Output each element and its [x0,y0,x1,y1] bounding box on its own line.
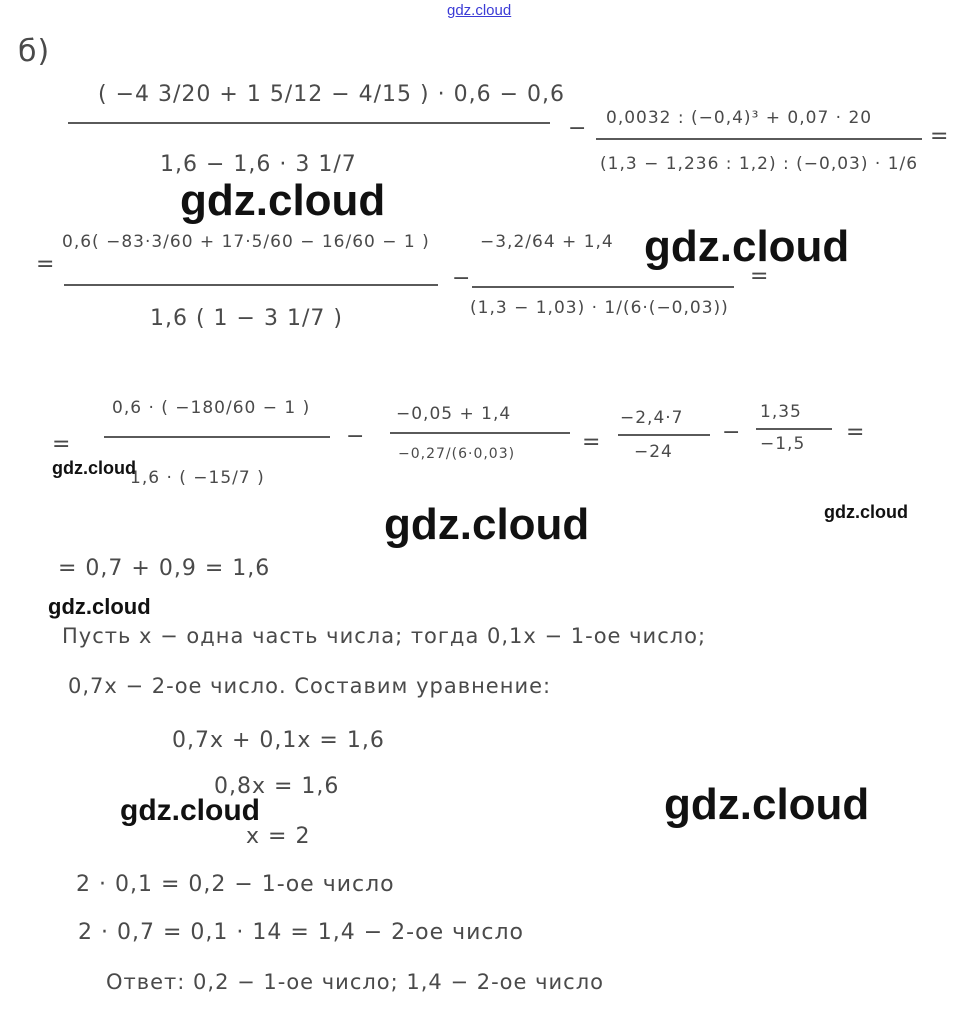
block3-lead-equals: = [52,432,72,457]
block3-minus: − [346,424,366,449]
block1-right-numerator: 0,0032 : (−0,4)³ + 0,07 · 20 [606,108,873,128]
block2-right-numerator: −3,2/64 + 1,4 [480,232,614,252]
problem-label: б) [18,34,51,69]
equation-1: 0,7x + 0,1x = 1,6 [172,728,385,753]
block1-equals: = [930,124,950,149]
block2-right-denominator: (1,3 − 1,03) · 1/(6·(−0,03)) [470,298,729,318]
block3-frac1-numerator: −2,4·7 [620,408,684,428]
block2-lead-equals: = [36,252,56,277]
block3-left-denominator: 1,6 · ( −15/7 ) [130,468,265,488]
watermark-3: gdz.cloud [52,458,136,478]
block2-right-fraction-bar [472,286,734,288]
block3-frac2-numerator: 1,35 [760,402,802,422]
equation-2: 0,8x = 1,6 [214,774,340,799]
block2-left-numerator: 0,6( −83·3/60 + 17·5/60 − 16/60 − 1 ) [62,232,430,252]
block3-frac2-bar [756,428,832,430]
text-line-1: Пусть x − одна часть числа; тогда 0,1x − 1-ое число; [62,624,707,648]
block3-right-fraction-bar [390,432,570,434]
block3-equals-2: = [846,420,866,445]
block3-left-numerator: 0,6 · ( −180/60 − 1 ) [112,398,311,418]
block1-left-numerator: ( −4 3/20 + 1 5/12 − 4/15 ) · 0,6 − 0,6 [98,82,565,107]
equation-3: x = 2 [246,824,311,849]
block2-left-fraction-bar [64,284,438,286]
block2-equals: = [750,264,770,289]
result-line: = 0,7 + 0,9 = 1,6 [58,556,271,581]
block2-minus: − [452,266,472,291]
watermark-1: gdz.cloud [180,176,386,225]
block1-left-denominator: 1,6 − 1,6 · 3 1/7 [160,152,357,177]
block1-right-denominator: (1,3 − 1,236 : 1,2) : (−0,03) · 1/6 [600,154,919,174]
block3-right-denominator: −0,27/(6·0,03) [398,446,516,462]
watermark-6: gdz.cloud [48,594,151,619]
calc-line-1: 2 · 0,1 = 0,2 − 1-ое число [76,872,395,897]
text-line-2: 0,7x − 2-ое число. Составим уравнение: [68,674,552,698]
watermark-7: gdz.cloud [120,794,260,827]
block3-frac1-bar [618,434,710,436]
block3-frac1-denominator: −24 [634,442,673,462]
watermark-4: gdz.cloud [384,500,590,549]
block1-left-fraction-bar [68,122,550,124]
block1-right-fraction-bar [596,138,922,140]
block3-minus-2: − [722,420,742,445]
block2-left-denominator: 1,6 ( 1 − 3 1/7 ) [150,306,343,331]
answer-line: Ответ: 0,2 − 1-ое число; 1,4 − 2-ое число [106,970,604,994]
block3-frac2-denominator: −1,5 [760,434,806,454]
block3-equals-1: = [582,430,602,455]
calc-line-2: 2 · 0,7 = 0,1 · 14 = 1,4 − 2-ое число [78,920,525,945]
watermark-8: gdz.cloud [664,780,870,829]
watermark-top-link[interactable]: gdz.cloud [447,2,512,19]
watermark-2: gdz.cloud [644,222,850,271]
block1-minus: − [568,116,588,141]
block3-left-fraction-bar [104,436,330,438]
watermark-5: gdz.cloud [824,502,908,522]
block3-right-numerator: −0,05 + 1,4 [396,404,512,424]
